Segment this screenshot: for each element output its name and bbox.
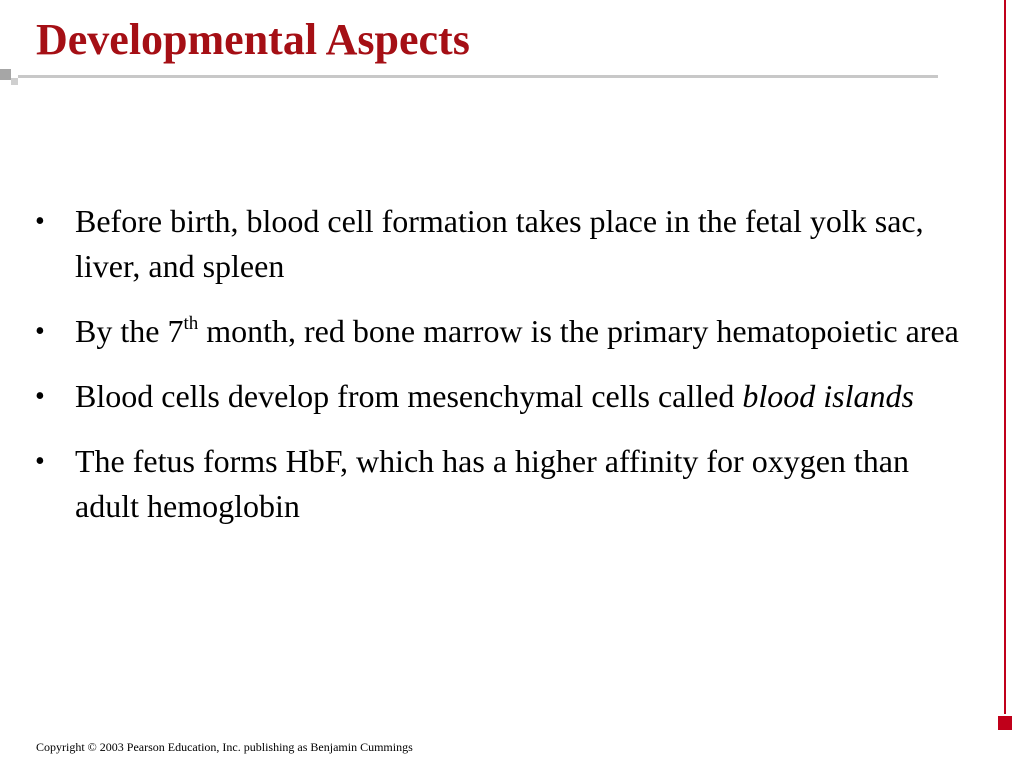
- bullet-text: By the 7: [75, 313, 184, 349]
- bullet-icon: •: [35, 316, 45, 347]
- right-accent-line: [1004, 0, 1006, 714]
- slide-title: Developmental Aspects: [36, 15, 470, 64]
- bullet-text: The fetus forms HbF, which has a higher affinity for oxygen than adult hemoglobin: [75, 443, 909, 524]
- bullet-item: [30, 374, 960, 419]
- bullet-list: [30, 199, 960, 549]
- italic-term: blood islands: [742, 378, 914, 414]
- decorative-square-light: [11, 78, 18, 85]
- bullet-icon: •: [35, 446, 45, 477]
- bullet-text: Blood cells develop from mesenchymal cells called: [75, 378, 743, 414]
- bullet-item: [30, 439, 960, 529]
- bullet-text-continued: month, red bone marrow is the primary hematopoietic area: [198, 313, 959, 349]
- bullet-item: [30, 199, 960, 289]
- decorative-square-dark: [0, 69, 11, 80]
- bullet-item: [30, 309, 960, 354]
- title-divider: [18, 75, 938, 78]
- ordinal-superscript: th: [183, 313, 199, 334]
- right-accent-square: [998, 716, 1012, 730]
- bullet-icon: •: [35, 381, 45, 412]
- bullet-text: Before birth, blood cell formation takes place in the fetal yolk sac, liver, and spleen: [75, 203, 924, 284]
- bullet-icon: •: [35, 206, 45, 237]
- copyright-footer: Copyright © 2003 Pearson Education, Inc. publishing as Benjamin Cummings: [36, 740, 413, 754]
